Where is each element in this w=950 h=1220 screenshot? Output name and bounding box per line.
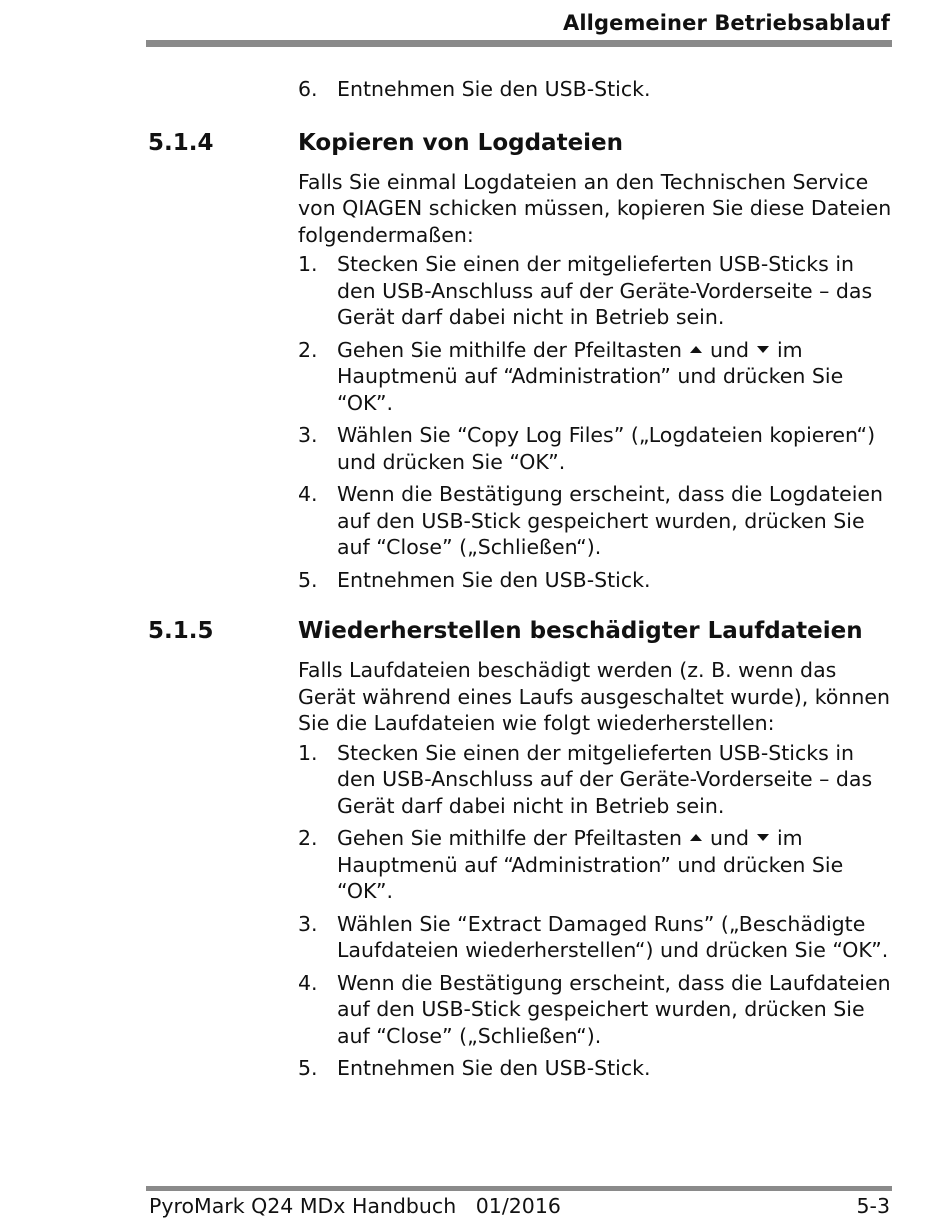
page-number: 5-3 xyxy=(856,1194,890,1218)
list-item xyxy=(298,422,898,475)
footer-rule xyxy=(146,1186,892,1191)
list-item-text-c: im Hauptmenü auf “Administration” und drücken Sie “OK”. xyxy=(337,826,844,903)
list-item-number: 4. xyxy=(298,482,318,506)
list-item-number: 2. xyxy=(298,826,318,850)
list-item-text-b: und xyxy=(709,337,749,362)
continued-list xyxy=(298,76,898,103)
section-5-1-4 xyxy=(148,129,898,594)
arrow-down-icon xyxy=(757,834,769,841)
list-item xyxy=(298,481,898,561)
list-item-text: Stecken Sie einen der mitgelieferten USB-Sticks in den USB-Anschluss auf der Geräte-Vorderseite – das Gerät darf dabei nicht in Betrieb sein. xyxy=(337,252,873,329)
list-item-text-a: Gehen Sie mithilfe der Pfeiltasten xyxy=(337,337,682,362)
section-number: 5.1.4 xyxy=(148,129,214,156)
arrow-up-icon xyxy=(690,834,702,841)
list-item xyxy=(298,567,898,594)
section-title: Wiederherstellen beschädigter Laufdateien xyxy=(298,618,863,644)
section-5-1-5 xyxy=(148,617,898,1082)
header-title: Allgemeiner Betriebsablauf xyxy=(563,11,890,35)
list-item-text-b: und xyxy=(709,826,749,850)
list-item-number: 5. xyxy=(298,1056,318,1080)
list-item-number: 2. xyxy=(298,337,318,362)
section-intro: Falls Sie einmal Logdateien an den Technischen Service von QIAGEN schicken müssen, kopieren Sie diese Dateien folgendermaßen: xyxy=(298,169,892,247)
page-content xyxy=(148,76,898,1088)
arrow-up-icon xyxy=(690,346,702,353)
list-item-text: Wenn die Bestätigung erscheint, dass die Logdateien auf den USB-Stick gespeichert wurden, drücken Sie auf “Close” („Schließen“). xyxy=(337,482,884,559)
step-list xyxy=(298,251,898,593)
list-item xyxy=(298,740,898,820)
list-item xyxy=(298,970,898,1050)
list-item-number: 5. xyxy=(298,567,318,592)
list-item-text-a: Gehen Sie mithilfe der Pfeiltasten xyxy=(337,826,682,850)
list-item-text: Wählen Sie “Copy Log Files” („Logdateien kopieren“) und drücken Sie “OK”. xyxy=(337,423,876,474)
list-item-text: Wenn die Bestätigung erscheint, dass die Laufdateien auf den USB-Stick gespeichert wurden, drücken Sie auf “Close” („Schließen“). xyxy=(337,970,891,1048)
list-item-text-c: im Hauptmenü auf “Administration” und drücken Sie “OK”. xyxy=(337,337,844,415)
list-item-text: Stecken Sie einen der mitgelieferten USB-Sticks in den USB-Anschluss auf der Geräte-Vorderseite – das Gerät darf dabei nicht in Betrieb sein. xyxy=(337,740,873,818)
list-item xyxy=(298,337,898,417)
list-item-number: 4. xyxy=(298,970,318,995)
list-item-number: 3. xyxy=(298,423,318,447)
section-number: 5.1.5 xyxy=(148,618,214,644)
arrow-down-icon xyxy=(757,346,769,353)
list-item-number: 1. xyxy=(298,252,318,276)
list-item xyxy=(298,251,898,331)
section-title: Kopieren von Logdateien xyxy=(298,129,624,156)
list-item-text: Wählen Sie “Extract Damaged Runs” („Beschädigte Laufdateien wiederherstellen“) und drücken Sie “OK”. xyxy=(337,911,889,962)
list-item-text: Entnehmen Sie den USB-Stick. xyxy=(337,1056,651,1080)
list-item xyxy=(298,911,898,964)
list-item xyxy=(298,825,898,905)
list-item-number: 6. xyxy=(298,77,318,101)
list-item-number: 1. xyxy=(298,740,318,765)
footer-publication: PyroMark Q24 MDx Handbuch 01/2016 xyxy=(149,1194,561,1218)
section-intro: Falls Laufdateien beschädigt werden (z. B. wenn das Gerät während eines Laufs ausgeschaltet wurde), können Sie die Laufdateien wie folgt wiederherstellen: xyxy=(298,658,890,735)
step-list xyxy=(298,740,898,1082)
header-rule xyxy=(146,40,892,47)
list-item xyxy=(298,76,898,103)
list-item-text: Entnehmen Sie den USB-Stick. xyxy=(337,77,651,101)
list-item-number: 3. xyxy=(298,911,318,936)
list-item-text: Entnehmen Sie den USB-Stick. xyxy=(337,567,651,592)
list-item xyxy=(298,1055,898,1082)
